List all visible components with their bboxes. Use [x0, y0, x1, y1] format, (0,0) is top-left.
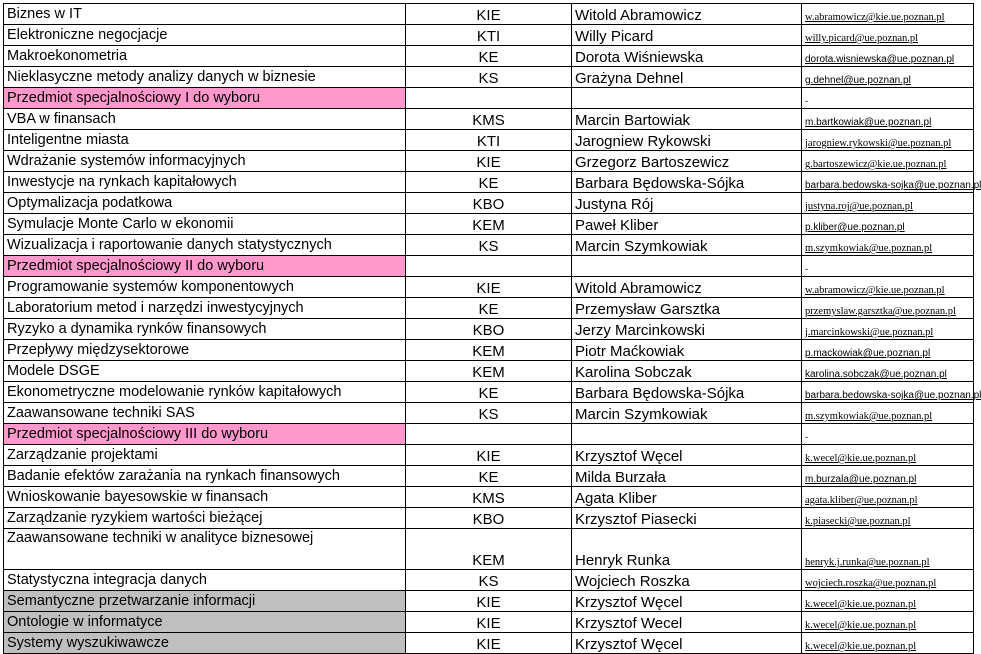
course-cell: Przedmiot specjalnościowy II do wyboru	[4, 256, 406, 277]
table-row	[4, 529, 974, 570]
course-cell: Ekonometryczne modelowanie rynków kapitałowych	[4, 382, 406, 403]
course-cell: Optymalizacja podatkowa	[4, 193, 406, 214]
type-cell: KS	[406, 235, 572, 256]
lecturer-cell: Barbara Będowska-Sójka	[572, 382, 802, 403]
course-cell: Przedmiot specjalnościowy III do wyboru	[4, 424, 406, 445]
lecturer-cell: Agata Kliber	[572, 487, 802, 508]
email-cell[interactable]: dorota.wisniewska@ue.poznan.pl	[802, 46, 974, 67]
lecturer-cell: Jarogniew Rykowski	[572, 130, 802, 151]
email-cell[interactable]: wojciech.roszka@ue.poznan.pl	[802, 570, 974, 591]
lecturer-cell: Witold Abramowicz	[572, 277, 802, 298]
lecturer-cell: Krzysztof Węcel	[572, 445, 802, 466]
lecturer-cell: Henryk Runka	[572, 529, 802, 570]
type-cell: KTI	[406, 25, 572, 46]
table-row	[4, 382, 974, 403]
table-row	[4, 109, 974, 130]
type-cell	[406, 256, 572, 277]
lecturer-cell: Grzegorz Bartoszewicz	[572, 151, 802, 172]
type-cell: KE	[406, 298, 572, 319]
type-cell: KTI	[406, 130, 572, 151]
type-cell: KBO	[406, 319, 572, 340]
type-cell: KMS	[406, 109, 572, 130]
course-table	[3, 3, 981, 654]
course-cell: Inteligentne miasta	[4, 130, 406, 151]
type-cell: KE	[406, 466, 572, 487]
type-cell: KIE	[406, 633, 572, 654]
table-row	[4, 319, 974, 340]
type-cell: KE	[406, 46, 572, 67]
email-cell: -	[802, 424, 974, 445]
lecturer-cell: Krzysztof Piasecki	[572, 508, 802, 529]
table-row	[4, 466, 974, 487]
course-cell: Badanie efektów zarażania na rynkach finansowych	[4, 466, 406, 487]
email-cell[interactable]: m.szymkowiak@ue.poznan.pl	[802, 403, 974, 424]
type-cell: KIE	[406, 151, 572, 172]
type-cell: KIE	[406, 591, 572, 612]
lecturer-cell: Karolina Sobczak	[572, 361, 802, 382]
type-cell: KS	[406, 67, 572, 88]
type-cell: KS	[406, 570, 572, 591]
type-cell: KE	[406, 172, 572, 193]
email-cell[interactable]: przemyslaw.garsztka@ue.poznan.pl	[802, 298, 974, 319]
email-cell[interactable]: jarogniew.rykowski@ue.poznan.pl	[802, 130, 974, 151]
lecturer-cell: Willy Picard	[572, 25, 802, 46]
email-cell[interactable]: g.dehnel@ue.poznan.pl	[802, 67, 974, 88]
lecturer-cell: Grażyna Dehnel	[572, 67, 802, 88]
course-cell: Przepływy międzysektorowe	[4, 340, 406, 361]
course-cell: Programowanie systemów komponentowych	[4, 277, 406, 298]
course-cell: Zarządzanie ryzykiem wartości bieżącej	[4, 508, 406, 529]
table-row	[4, 361, 974, 382]
table-row	[4, 298, 974, 319]
email-cell: -	[802, 88, 974, 109]
email-cell[interactable]: henryk.j.runka@ue.poznan.pl	[802, 529, 974, 570]
email-cell[interactable]: k.wecel@kie.ue.poznan.pl	[802, 633, 974, 654]
email-cell[interactable]: k.wecel@kie.ue.poznan.pl	[802, 591, 974, 612]
table-row	[4, 591, 974, 612]
email-cell[interactable]: barbara.bedowska-sojka@ue.poznan.pl	[802, 382, 974, 403]
table-row	[4, 67, 974, 88]
table-row	[4, 633, 974, 654]
lecturer-cell: Paweł Kliber	[572, 214, 802, 235]
type-cell: KEM	[406, 361, 572, 382]
lecturer-cell: Marcin Bartowiak	[572, 109, 802, 130]
type-cell: KIE	[406, 277, 572, 298]
lecturer-cell: Piotr Maćkowiak	[572, 340, 802, 361]
lecturer-cell: Witold Abramowicz	[572, 4, 802, 25]
course-cell: Ontologie w informatyce	[4, 612, 406, 633]
email-cell[interactable]: m.bartkowiak@ue.poznan.pl	[802, 109, 974, 130]
course-cell: Wizualizacja i raportowanie danych statystycznych	[4, 235, 406, 256]
lecturer-cell: Przemysław Garsztka	[572, 298, 802, 319]
table-row	[4, 4, 974, 25]
course-cell: Symulacje Monte Carlo w ekonomii	[4, 214, 406, 235]
lecturer-cell	[572, 256, 802, 277]
course-cell: Wnioskowanie bayesowskie w finansach	[4, 487, 406, 508]
table-row	[4, 277, 974, 298]
course-cell: VBA w finansach	[4, 109, 406, 130]
course-cell: Makroekonometria	[4, 46, 406, 67]
email-cell[interactable]: agata.kliber@ue.poznan.pl	[802, 487, 974, 508]
course-cell: Nieklasyczne metody analizy danych w biznesie	[4, 67, 406, 88]
lecturer-cell: Wojciech Roszka	[572, 570, 802, 591]
email-cell[interactable]: p.mackowiak@ue.poznan.pl	[802, 340, 974, 361]
course-table-body	[4, 4, 981, 654]
lecturer-cell: Krzysztof Wecel	[572, 612, 802, 633]
course-cell: Semantyczne przetwarzanie informacji	[4, 591, 406, 612]
lecturer-cell: Marcin Szymkowiak	[572, 403, 802, 424]
course-cell: Inwestycje na rynkach kapitałowych	[4, 172, 406, 193]
email-cell[interactable]: w.abramowicz@kie.ue.poznan.pl	[802, 4, 974, 25]
email-cell[interactable]: p.kliber@ue.poznan.pl	[802, 214, 974, 235]
type-cell	[406, 424, 572, 445]
email-cell[interactable]: justyna.roj@ue.poznan.pl	[802, 193, 974, 214]
course-cell: Wdrażanie systemów informacyjnych	[4, 151, 406, 172]
lecturer-cell: Jerzy Marcinkowski	[572, 319, 802, 340]
table-row	[4, 612, 974, 633]
table-row	[4, 487, 974, 508]
type-cell: KMS	[406, 487, 572, 508]
course-cell: Zaawansowane techniki SAS	[4, 403, 406, 424]
email-cell: -	[802, 256, 974, 277]
email-cell[interactable]: willy.picard@ue.poznan.pl	[802, 25, 974, 46]
course-cell: Elektroniczne negocjacje	[4, 25, 406, 46]
type-cell: KIE	[406, 4, 572, 25]
table-row	[4, 445, 974, 466]
type-cell: KS	[406, 403, 572, 424]
course-cell: Ryzyko a dynamika rynków finansowych	[4, 319, 406, 340]
table-row	[4, 151, 974, 172]
table-row	[4, 130, 974, 151]
course-cell: Statystyczna integracja danych	[4, 570, 406, 591]
lecturer-cell: Justyna Rój	[572, 193, 802, 214]
email-cell[interactable]: k.wecel@kie.ue.poznan.pl	[802, 445, 974, 466]
course-cell: Systemy wyszukiwawcze	[4, 633, 406, 654]
table-row	[4, 403, 974, 424]
type-cell: KBO	[406, 508, 572, 529]
email-cell[interactable]: m.szymkowiak@ue.poznan.pl	[802, 235, 974, 256]
email-cell[interactable]: karolina.sobczak@ue.poznan.pl	[802, 361, 974, 382]
email-cell[interactable]: g.bartoszewicz@kie.ue.poznan.pl	[802, 151, 974, 172]
email-cell[interactable]: k.piasecki@ue.poznan.pl	[802, 508, 974, 529]
course-cell: Biznes w IT	[4, 4, 406, 25]
email-cell[interactable]: m.burzala@ue.poznan.pl	[802, 466, 974, 487]
lecturer-cell	[572, 424, 802, 445]
email-cell[interactable]: w.abramowicz@kie.ue.poznan.pl	[802, 277, 974, 298]
type-cell: KIE	[406, 445, 572, 466]
lecturer-cell: Krzysztof Węcel	[572, 633, 802, 654]
email-cell[interactable]: k.wecel@kie.ue.poznan.pl	[802, 612, 974, 633]
lecturer-cell	[572, 88, 802, 109]
course-cell: Zaawansowane techniki w analityce biznesowej	[4, 529, 406, 570]
lecturer-cell: Milda Burzała	[572, 466, 802, 487]
type-cell: KEM	[406, 529, 572, 570]
type-cell	[406, 88, 572, 109]
type-cell: KEM	[406, 214, 572, 235]
table-row	[4, 235, 974, 256]
table-row	[4, 508, 974, 529]
email-cell[interactable]: barbara.bedowska-sojka@ue.poznan.pl	[802, 172, 974, 193]
table-row	[4, 172, 974, 193]
lecturer-cell: Marcin Szymkowiak	[572, 235, 802, 256]
course-cell: Zarządzanie projektami	[4, 445, 406, 466]
lecturer-cell: Dorota Wiśniewska	[572, 46, 802, 67]
table-row	[4, 25, 974, 46]
lecturer-cell: Krzysztof Węcel	[572, 591, 802, 612]
course-cell: Laboratorium metod i narzędzi inwestycyjnych	[4, 298, 406, 319]
email-cell[interactable]: j.marcinkowski@ue.poznan.pl	[802, 319, 974, 340]
table-row	[4, 340, 974, 361]
table-row	[4, 214, 974, 235]
type-cell: KBO	[406, 193, 572, 214]
table-row	[4, 46, 974, 67]
lecturer-cell: Barbara Będowska-Sójka	[572, 172, 802, 193]
table-row	[4, 570, 974, 591]
table-row	[4, 88, 974, 109]
type-cell: KE	[406, 382, 572, 403]
course-cell: Przedmiot specjalnościowy I do wyboru	[4, 88, 406, 109]
course-cell: Modele DSGE	[4, 361, 406, 382]
table-row	[4, 193, 974, 214]
type-cell: KEM	[406, 340, 572, 361]
table-row	[4, 256, 974, 277]
type-cell: KIE	[406, 612, 572, 633]
table-row	[4, 424, 974, 445]
